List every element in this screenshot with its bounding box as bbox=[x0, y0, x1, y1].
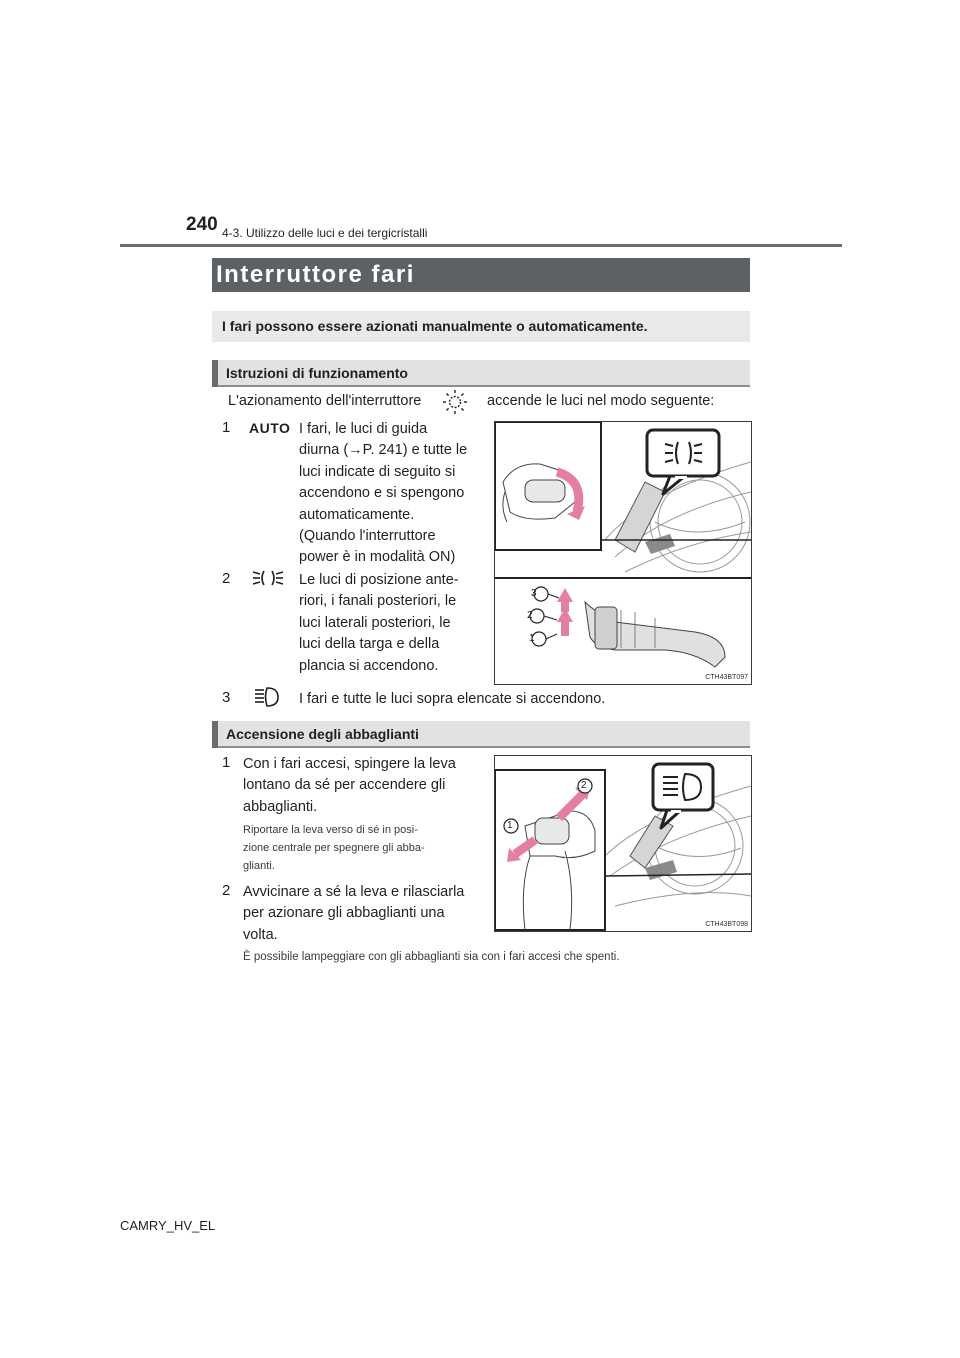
light-switch-icon bbox=[440, 389, 470, 415]
subheading-operation-text: Istruzioni di funzionamento bbox=[226, 365, 408, 381]
subheading-high-beam-text: Accensione degli abbaglianti bbox=[226, 726, 419, 742]
high-beam-item-2-number: 2 bbox=[222, 882, 231, 899]
item-3-number: 3 bbox=[222, 689, 231, 706]
page-number: 240 bbox=[186, 214, 218, 235]
figure-light-switch bbox=[494, 421, 752, 685]
figure-label-3: 3 bbox=[531, 588, 537, 599]
high-beam-illustration bbox=[495, 756, 751, 931]
high-beam-note: Riportare la leva verso di sé in posi- zione centrale per spegnere gli abba- glianti. bbox=[243, 824, 425, 872]
high-beam-item-2-text: Avvicinare a sé la leva e rilasciarla per azionare gli abbaglianti una volta. bbox=[243, 884, 465, 943]
intro-box bbox=[212, 311, 750, 342]
parking-lights-icon bbox=[250, 566, 286, 590]
figure-2-label-1: 1 bbox=[507, 820, 513, 831]
high-beam-item-1-text: Con i fari accesi, spingere la leva lontano da sé per accendere gli abbaglianti. bbox=[243, 756, 456, 815]
subheading-high-beam bbox=[212, 721, 750, 748]
subheading-operation bbox=[212, 360, 750, 387]
footer-model: CAMRY_HV_EL bbox=[120, 1218, 216, 1233]
high-beam-footnote: È possibile lampeggiare con gli abbaglianti sia con i fari accesi che spenti. bbox=[243, 951, 620, 963]
figure-label-2: 2 bbox=[527, 610, 533, 621]
item-3-text: I fari e tutte le luci sopra elencate si accendono. bbox=[299, 691, 606, 707]
section-path: 4-3. Utilizzo delle luci e dei tergicristalli bbox=[222, 226, 428, 240]
item-2-number: 2 bbox=[222, 570, 231, 587]
lead-after: accende le luci nel modo seguente: bbox=[487, 393, 715, 409]
item-2-text: Le luci di posizione ante- riori, i fanali posteriori, le luci laterali posteriori, le luci della targa e della plancia si accendono. bbox=[299, 572, 459, 674]
item-1-text: I fari, le luci di guida diurna (→P. 241) e tutte le luci indicate di seguito si accendono e si spengono automaticamente. (Quando l'interruttore power è in modalità ON) bbox=[299, 421, 468, 566]
page-title: Interruttore fari bbox=[216, 261, 415, 288]
intro-text: I fari possono essere azionati manualmente o automaticamente. bbox=[222, 318, 648, 334]
light-switch-illustration bbox=[495, 422, 751, 684]
figure-code-1: CTH43BT097 bbox=[705, 674, 748, 681]
figure-2-label-2: 2 bbox=[581, 780, 587, 791]
high-beam-item-1-number: 1 bbox=[222, 754, 231, 771]
figure-label-1: 1 bbox=[529, 633, 535, 644]
title-bar bbox=[212, 258, 750, 292]
figure-high-beam bbox=[494, 755, 752, 932]
lead-before: L'azionamento dell'interruttore bbox=[228, 393, 422, 409]
figure-code-2: CTH43BT098 bbox=[705, 921, 748, 928]
item-1-number: 1 bbox=[222, 419, 231, 436]
headlight-icon bbox=[252, 684, 284, 710]
auto-badge: AUTO bbox=[249, 420, 291, 436]
header-rule bbox=[120, 244, 842, 247]
